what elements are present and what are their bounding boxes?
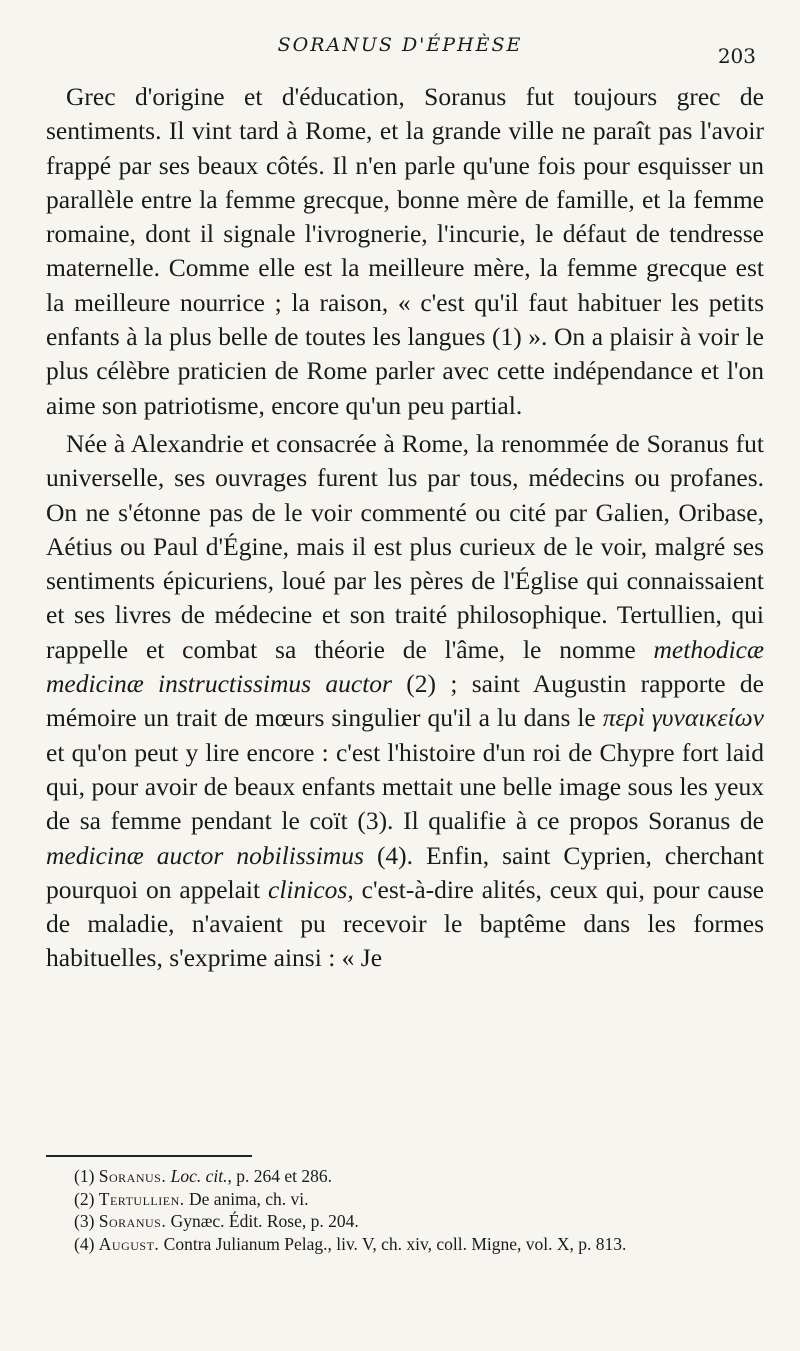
footnote-run: Contra Julianum Pelag., liv. V, ch. xiv, coll. Migne, vol. X, p. 813. — [159, 1233, 627, 1254]
body-text — [46, 80, 764, 976]
paragraph-run: et qu'on peut y lire encore : c'est l'histoire d'un roi de Chypre fort laid qui, pour avoir de beaux enfants mettait une belle image sous les yeux de sa femme pendant le coït (3). Il qualifie à ce propos Soranus de — [46, 737, 764, 836]
running-head: SORANUS D'ÉPHÈSE — [277, 34, 523, 56]
paragraph-run: Née à Alexandrie et consacrée à Rome, la renommée de Soranus fut universelle, ses ouvrages furent lus par tous, médecins ou profanes. On ne s'étonne pas de le voir commenté ou cité par Galien, Oribase, Aétius ou Paul d'Égine, mais il est plus curieux de le voir, malgré ses sentiments épicuriens, loué par les pères de l'Église qui connaissaient et ses livres de médecine et son traité philosophique. Tertullien, qui rappelle et combat sa théorie de l'âme, le nomme — [46, 428, 764, 664]
footnote-run: De anima, ch. vi. — [184, 1188, 309, 1209]
footnote-run: (1) — [74, 1166, 99, 1186]
paragraph-run: medicinæ auctor nobilissimus — [46, 840, 364, 870]
footnote-run: Gynæc. Édit. Rose, p. 204. — [166, 1211, 359, 1231]
footnote-rule — [46, 1155, 252, 1157]
footnote-run: (3) — [74, 1211, 99, 1231]
paragraph-run: clinicos, — [268, 874, 354, 904]
paragraph-2 — [46, 427, 764, 976]
footnote-2 — [50, 1188, 764, 1211]
page-header — [0, 34, 800, 68]
footnote-run: Soranus. — [98, 1166, 167, 1186]
footnote-run: (2) — [74, 1188, 99, 1209]
footnote-1 — [50, 1165, 764, 1188]
footnote-3 — [50, 1210, 764, 1233]
page-number: 203 — [717, 44, 756, 68]
footnotes — [50, 1165, 764, 1255]
footnote-run: Soranus. — [98, 1211, 167, 1231]
footnote-run: Loc. cit. — [170, 1166, 228, 1186]
footnote-run: Tertullien. — [98, 1188, 185, 1209]
paragraph-1 — [46, 80, 764, 423]
paragraph-run: (4). Enfin, saint Cyprien, cherchant pourquoi on appelait — [46, 840, 764, 904]
paragraph-run: methodicæ medicinæ instructissimus auctor — [46, 634, 764, 699]
footnote-run: , p. 264 et 286. — [227, 1166, 332, 1186]
paragraph-run: Grec d'origine et d'éducation, Soranus fut toujours grec de sentiments. Il vint tard à Rome, et la grande ville ne paraît pas l'avoir frappé par ses beaux côtés. Il n'en parle qu'une fois pour esquisser un parallèle entre la femme grecque, bonne mère de famille, et la femme romaine, dont il signale l'ivrognerie, l'incurie, le défaut de tendresse maternelle. Comme elle est la meilleure mère, la femme grecque est la meilleure nourrice ; la raison, « c'est qu'il faut habituer les petits enfants à la plus belle de toutes les langues (1) ». On a plaisir à voir le plus célèbre praticien de Rome parler avec cette indépendance et l'on aime son patriotisme, encore qu'un peu partial. — [46, 82, 764, 420]
footnote-run: (4) — [74, 1233, 99, 1254]
paragraph-run: (2) ; saint Augustin rapporte de mémoire un trait de mœurs singulier qu'il a lu dans le — [46, 669, 764, 733]
footnote-run: August. — [98, 1233, 160, 1254]
paragraph-run: c'est-à-dire alités, ceux qui, pour cause de maladie, n'avaient pu recevoir le baptême dans les formes habituelles, s'exprime ainsi : « Je — [46, 874, 764, 973]
footnote-4 — [50, 1233, 764, 1256]
paragraph-run: περὶ γυναικείων — [602, 703, 764, 733]
